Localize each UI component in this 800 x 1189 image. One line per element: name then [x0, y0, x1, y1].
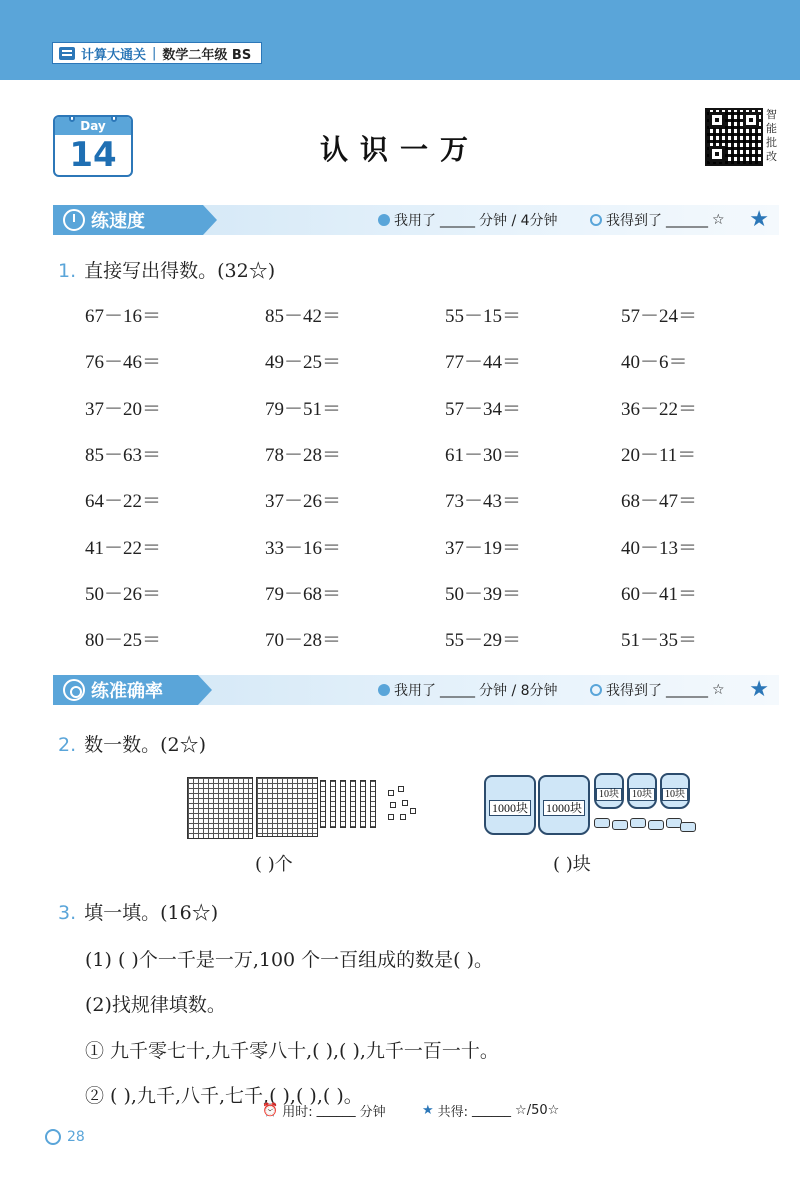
time-blank[interactable]: _____	[440, 682, 475, 698]
ten-rod	[320, 780, 326, 828]
equation[interactable]: 85－63＝	[85, 444, 162, 466]
score: 我得到了 ______ ☆	[590, 675, 725, 705]
section-speed	[53, 205, 779, 235]
equation[interactable]: 36－22＝	[621, 398, 698, 420]
equation[interactable]: 50－26＝	[85, 583, 162, 605]
unit-cube	[390, 802, 396, 808]
ten-rod	[370, 780, 376, 828]
equation[interactable]: 40－6＝	[621, 352, 688, 374]
star-icon: ★	[749, 677, 769, 702]
equation[interactable]: 49－25＝	[265, 352, 342, 374]
ten-rod	[350, 780, 356, 828]
footer-total: ★ 共得: ______ ☆/50☆	[422, 1103, 560, 1120]
answer-blank-blocks[interactable]: ( )个	[255, 854, 293, 875]
page-title: 认识一万	[319, 133, 480, 166]
subject-label: 数学二年级 BS	[162, 47, 252, 63]
equation[interactable]: 73－43＝	[445, 491, 522, 513]
clock-icon	[378, 214, 390, 226]
calendar-ring-icon	[69, 115, 75, 122]
equation[interactable]: 50－39＝	[445, 583, 522, 605]
check-icon	[590, 214, 602, 226]
stopwatch-icon	[63, 209, 85, 231]
equation[interactable]: 60－41＝	[621, 583, 698, 605]
equation[interactable]: 37－20＝	[85, 398, 162, 420]
time-used: 我用了 _____ 分钟 / 8分钟	[378, 675, 558, 705]
equation[interactable]: 51－35＝	[621, 630, 698, 652]
section-accuracy	[53, 675, 779, 705]
footer-time: ⏰ 用时: ______ 分钟	[262, 1103, 386, 1120]
hundred-flat-stack	[256, 777, 318, 837]
score-blank[interactable]: ______	[666, 682, 708, 698]
score: 我得到了 ______ ☆	[590, 205, 725, 235]
thousand-cube	[187, 777, 253, 839]
candy-icon	[612, 820, 628, 830]
unit-cube	[388, 790, 394, 796]
equation[interactable]: 79－51＝	[265, 398, 342, 420]
ten-rod	[340, 780, 346, 828]
equation[interactable]: 70－28＝	[265, 630, 342, 652]
equation[interactable]: 55－29＝	[445, 630, 522, 652]
candy-icon	[594, 818, 610, 828]
equation[interactable]: 85－42＝	[265, 306, 342, 327]
equation[interactable]: 79－68＝	[265, 583, 342, 605]
time-blank[interactable]: _____	[440, 212, 475, 228]
question-1-heading: 1. 直接写出得数。(32☆)	[58, 260, 276, 282]
alarm-clock-icon: ⏰	[262, 1103, 279, 1118]
question-3-heading: 3. 填一填。(16☆)	[58, 902, 219, 924]
equation[interactable]: 37－19＝	[445, 537, 522, 559]
clock-icon	[378, 684, 390, 696]
candy-icon	[648, 820, 664, 830]
bag-1000: 1000块	[484, 775, 536, 835]
bag-10: 10块	[660, 773, 690, 809]
section-label: 练准确率	[53, 675, 198, 705]
target-icon	[63, 679, 85, 701]
equation[interactable]: 61－30＝	[445, 444, 522, 466]
equation[interactable]: 67－16＝	[85, 306, 162, 327]
qr-code-icon[interactable]	[705, 108, 763, 166]
section-label: 练速度	[53, 205, 203, 235]
equation[interactable]: 33－16＝	[265, 537, 342, 559]
unit-cube	[400, 814, 406, 820]
calendar-ring-icon	[111, 115, 117, 122]
equation[interactable]: 76－46＝	[85, 352, 162, 374]
equation[interactable]: 37－26＝	[265, 491, 342, 513]
candy-icon	[680, 822, 696, 832]
header-band	[0, 0, 800, 80]
star-icon: ★	[422, 1103, 434, 1118]
page-number: 28	[45, 1129, 85, 1145]
ten-rod	[360, 780, 366, 828]
header-tab	[52, 42, 262, 64]
qr-caption: 智 能 批 改	[766, 108, 777, 163]
equation[interactable]: 77－44＝	[445, 352, 522, 374]
star-icon: ★	[749, 207, 769, 232]
check-icon	[590, 684, 602, 696]
sun-icon	[45, 1129, 61, 1145]
book-title: 计算大通关	[81, 47, 147, 63]
book-icon	[59, 47, 75, 60]
bag-10: 10块	[627, 773, 657, 809]
score-blank[interactable]: ______	[666, 212, 708, 228]
equation[interactable]: 68－47＝	[621, 491, 698, 513]
bag-1000: 1000块	[538, 775, 590, 835]
equation[interactable]: 57－34＝	[445, 398, 522, 420]
unit-cube	[402, 800, 408, 806]
answer-blank-bags[interactable]: ( )块	[553, 854, 591, 875]
equation[interactable]: 57－24＝	[621, 306, 698, 327]
equation[interactable]: 40－13＝	[621, 537, 698, 559]
equation[interactable]: 64－22＝	[85, 491, 162, 513]
equation[interactable]: 20－11＝	[621, 444, 697, 466]
day-number: 14	[69, 135, 117, 175]
q3-line-4[interactable]: ② ( ),九千,八千,七千,( ),( ),( )。	[85, 1085, 363, 1107]
q3-line-2: (2)找规律填数。	[85, 994, 226, 1016]
question-2-heading: 2. 数一数。(2☆)	[58, 734, 207, 756]
bag-10: 10块	[594, 773, 624, 809]
equation[interactable]: 80－25＝	[85, 630, 162, 652]
day-label: Day	[55, 117, 131, 135]
equation[interactable]: 41－22＝	[85, 537, 162, 559]
header-separator: |	[152, 45, 157, 61]
equation[interactable]: 78－28＝	[265, 444, 342, 466]
time-used: 我用了 _____ 分钟 / 4分钟	[378, 205, 558, 235]
unit-cube	[398, 786, 404, 792]
ten-rod	[330, 780, 336, 828]
q3-line-3[interactable]: ① 九千零七十,九千零八十,( ),( ),九千一百一十。	[85, 1040, 499, 1062]
q3-line-1[interactable]: (1) ( )个一千是一万,100 个一百组成的数是( )。	[85, 949, 494, 971]
equation[interactable]: 55－15＝	[445, 306, 522, 327]
candy-icon	[630, 818, 646, 828]
unit-cube	[410, 808, 416, 814]
unit-cube	[388, 814, 394, 820]
